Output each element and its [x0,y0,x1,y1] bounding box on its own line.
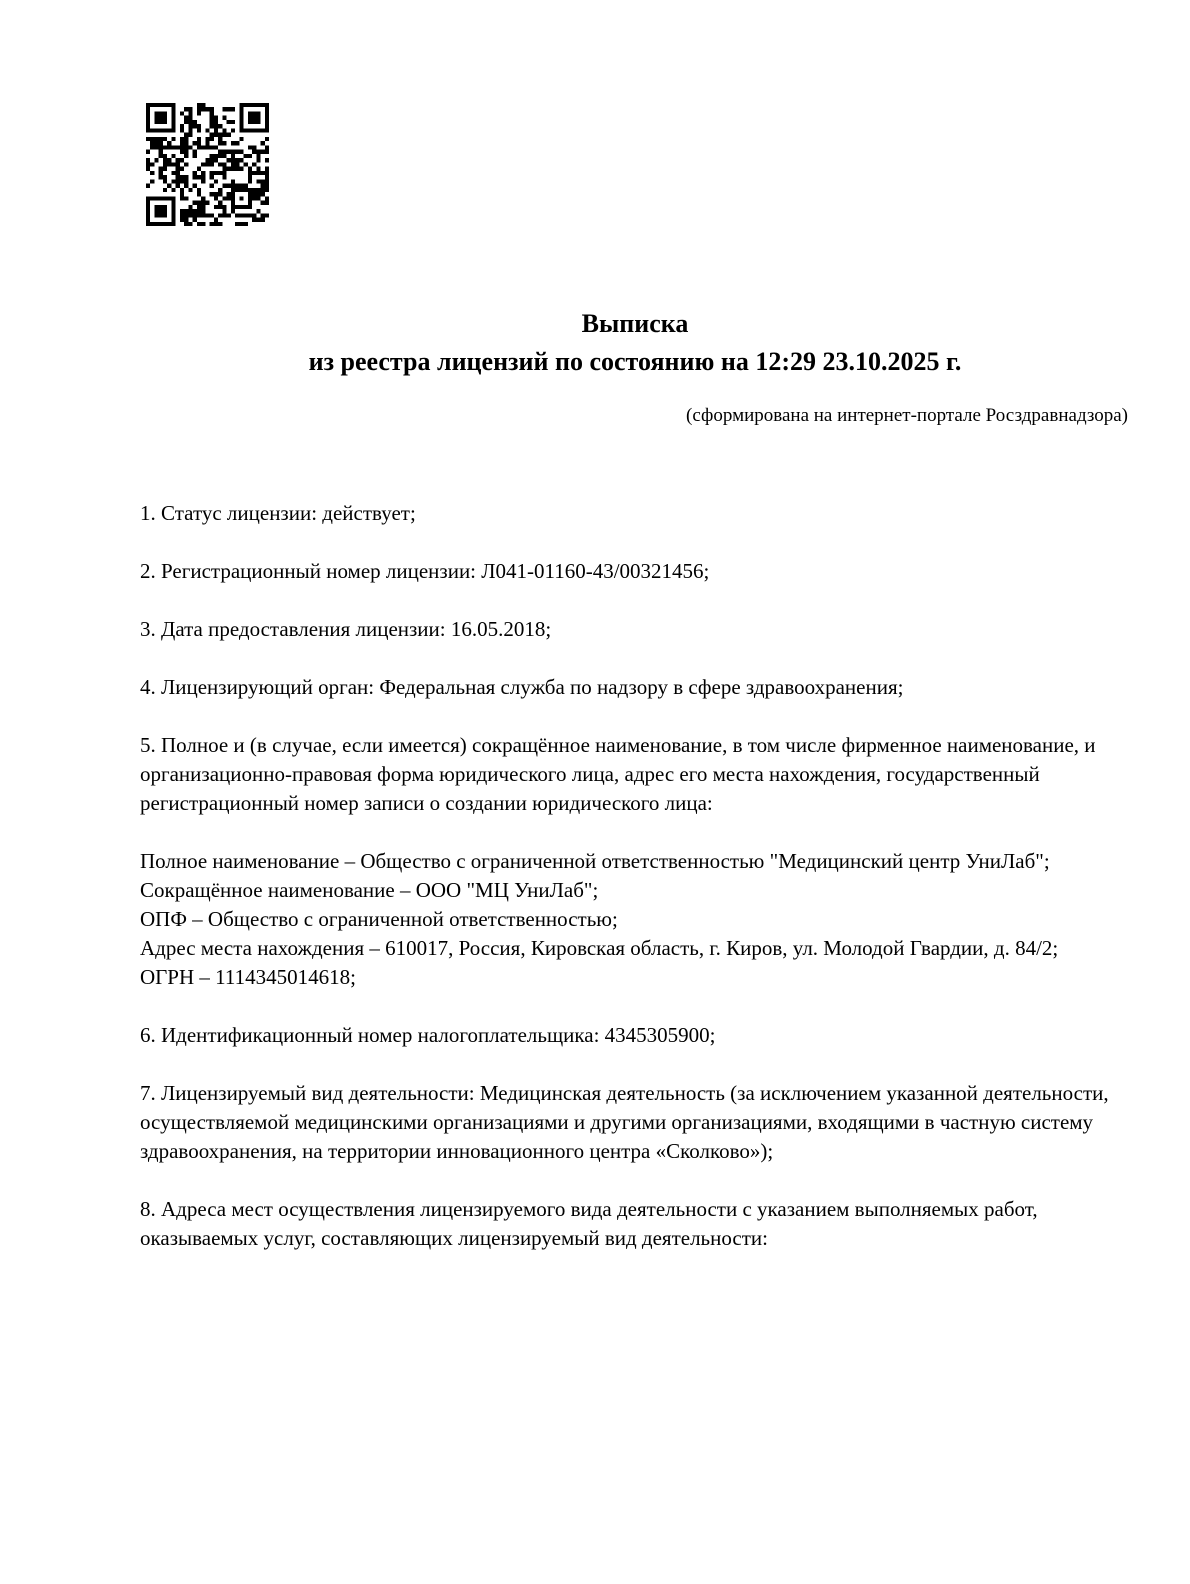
line-ogrn: ОГРН – 1114345014618; [140,965,356,989]
line-address: Адрес места нахождения – 610017, Россия, Кировская область, г. Киров, ул. Молодой Гвардии, д. 84/2; [140,936,1059,960]
line-opf: ОПФ – Общество с ограниченной ответственностью; [140,907,618,931]
line-full-name: Полное наименование – Общество с ограниченной ответственностью "Медицинский центр УниЛаб"; [140,849,1050,873]
paragraph-registration-number: 2. Регистрационный номер лицензии: Л041-01160-43/00321456; [140,559,710,583]
paragraph-activity-addresses: 8. Адреса мест осуществления лицензируемого вида деятельности с указанием выполняемых работ, оказываемых услуг, составляющих лицензируемый вид деятельности: [140,1197,1038,1250]
paragraph-legal-entity-info: 5. Полное и (в случае, если имеется) сокращённое наименование, в том числе фирменное наименование, и организационно-правовая форма юридического лица, адрес его места нахождения, государственный регистрационный номер записи о создании юридического лица: [140,733,1096,815]
paragraph-licensed-activity: 7. Лицензируемый вид деятельности: Медицинская деятельность (за исключением указанной деятельности, осуществляемой медицинскими организациями и другими организациями, входящими в частную систему здравоохранения, на территории инновационного центра «Сколково»); [140,1081,1109,1163]
document-content [140,0,1130,1282]
document-body [140,499,1130,1253]
title-line-1: Выписка [581,309,689,338]
paragraph-licensing-authority: 4. Лицензирующий орган: Федеральная служба по надзору в сфере здравоохранения; [140,675,904,699]
legal-entity-name-block [140,847,1130,992]
title-line-2: из реестра лицензий по состоянию на 12:29 23.10.2025 г. [308,347,962,376]
document-title [140,305,1130,381]
paragraph-license-status: 1. Статус лицензии: действует; [140,501,416,525]
document-subtitle: (сформирована на интернет-портале Росздравнадзора) [686,405,1128,426]
paragraph-inn: 6. Идентификационный номер налогоплательщика: 4345305900; [140,1023,716,1047]
line-short-name: Сокращённое наименование – ООО "МЦ УниЛаб"; [140,878,599,902]
paragraph-grant-date: 3. Дата предоставления лицензии: 16.05.2018; [140,617,552,641]
